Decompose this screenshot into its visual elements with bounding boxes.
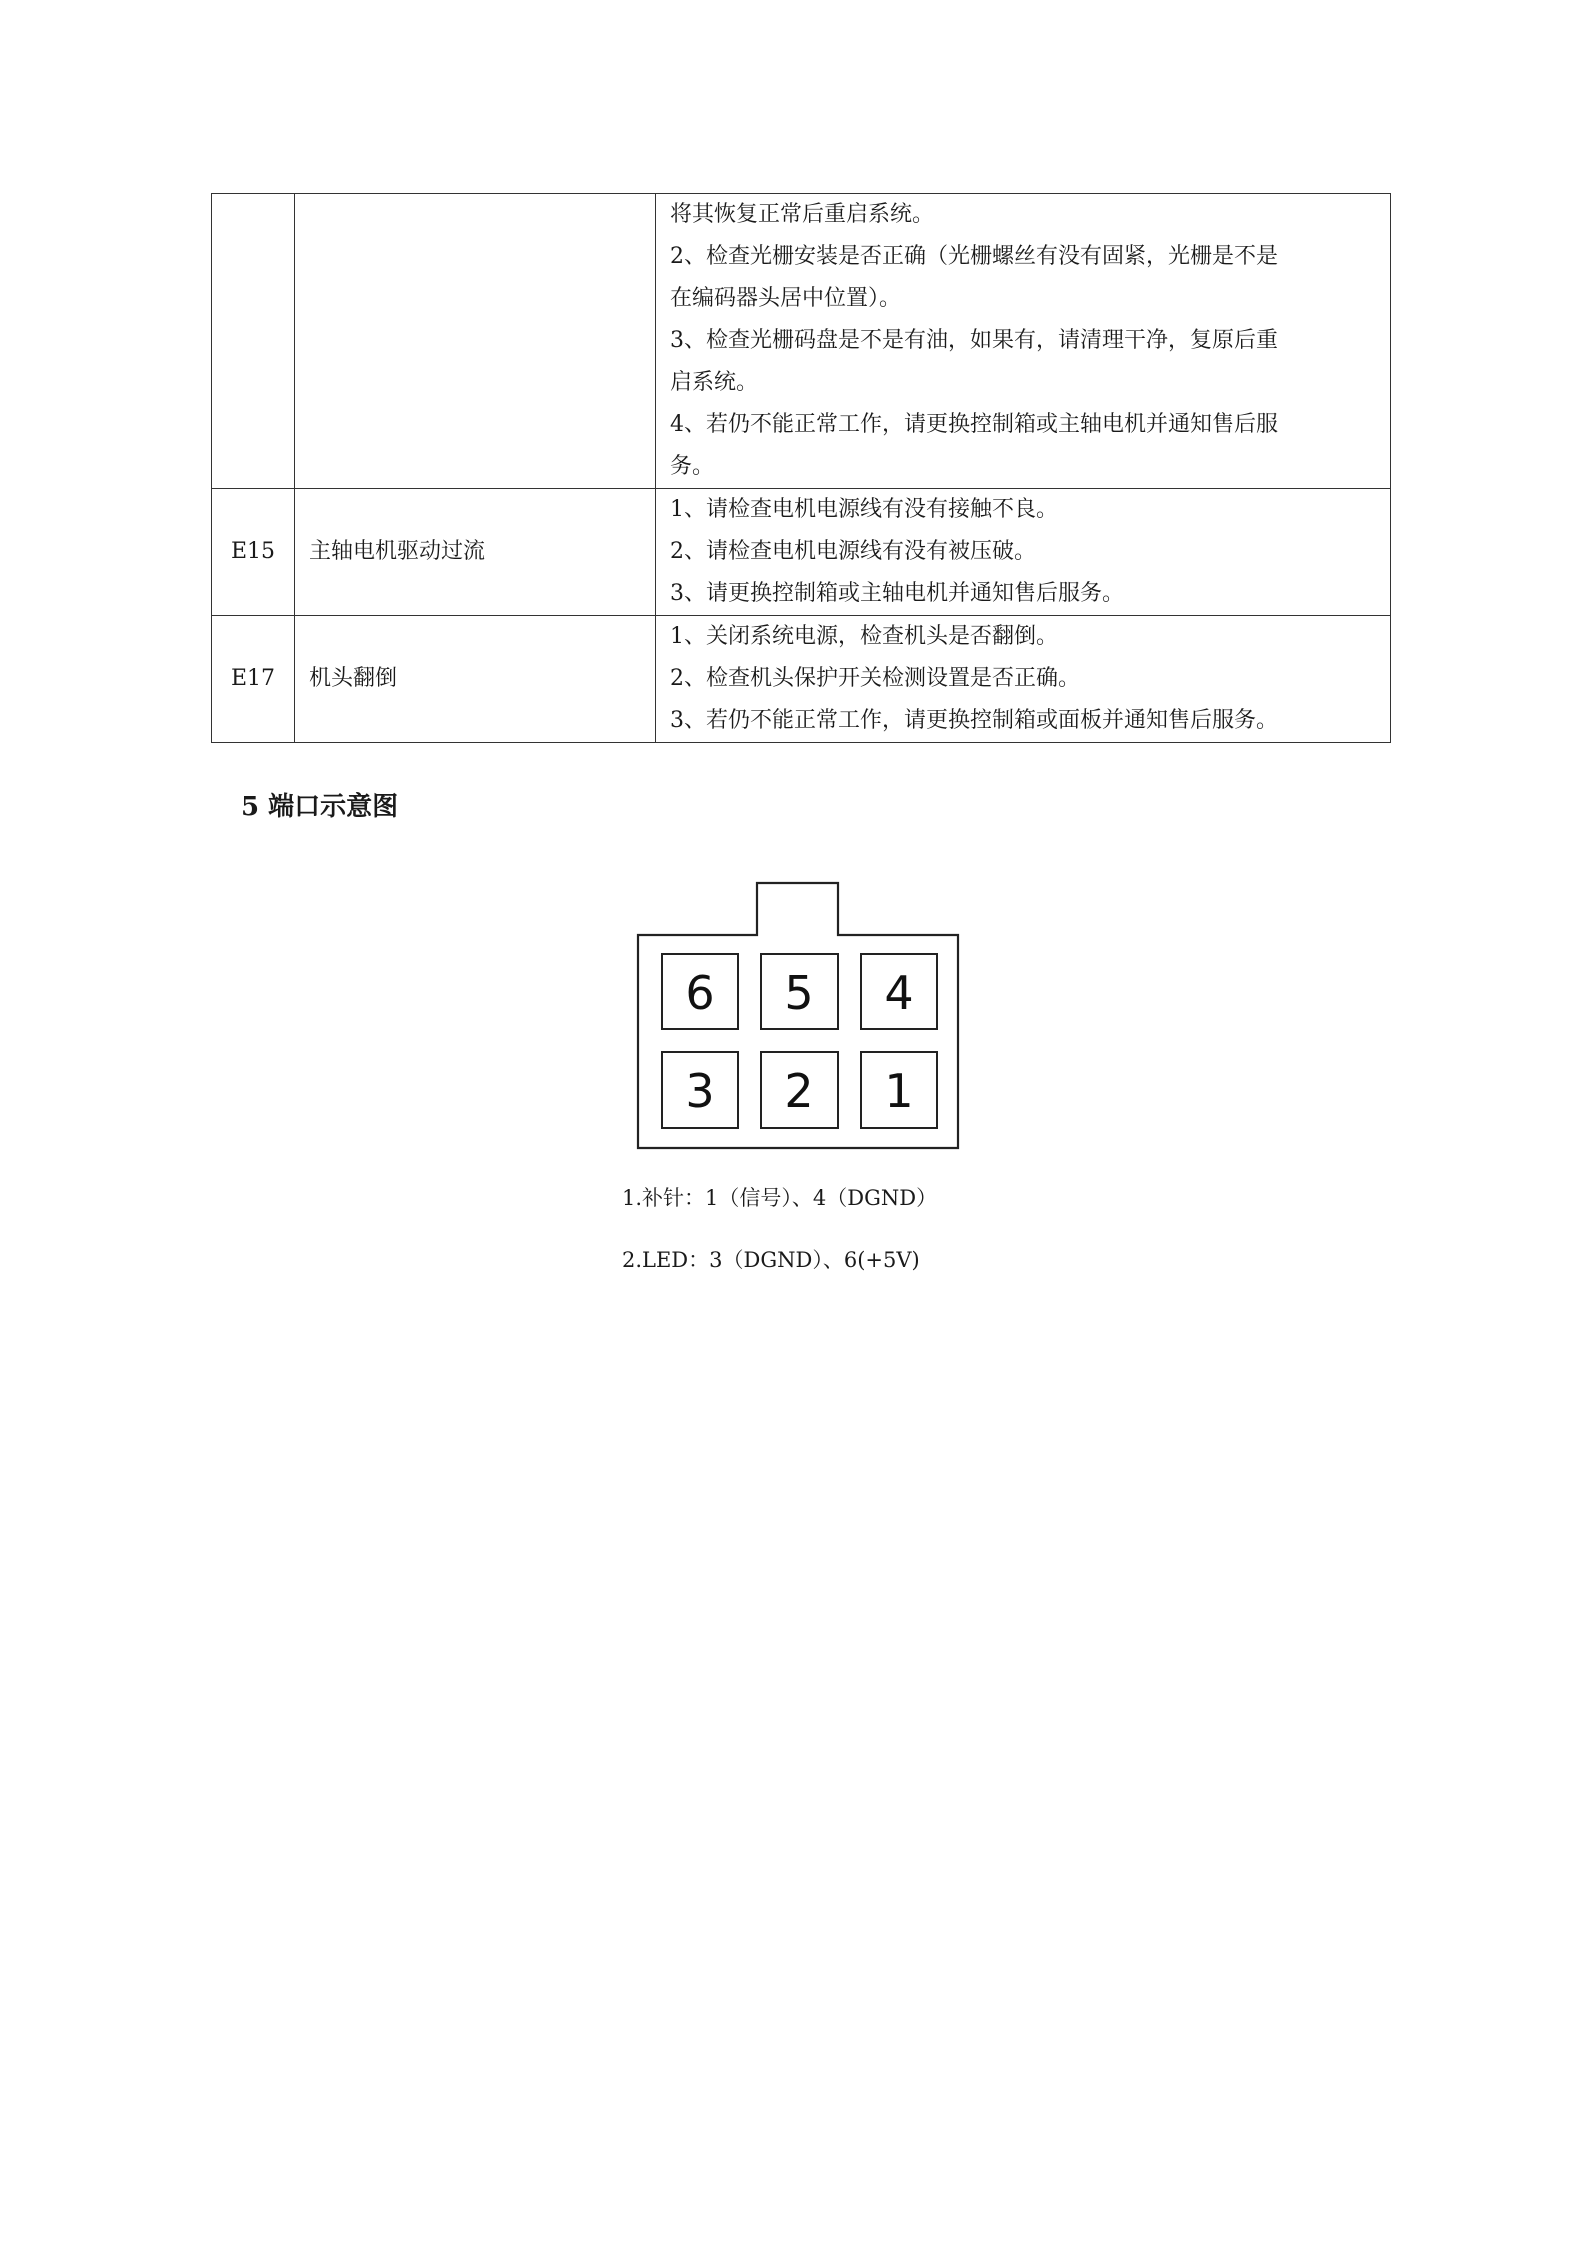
pin-note: 1.补针：1（信号）、4（DGND）	[622, 1186, 938, 1210]
pin-row-top	[662, 954, 937, 1029]
pin-row-bottom	[662, 1052, 937, 1128]
table-row	[212, 616, 1391, 743]
table-row	[212, 489, 1391, 616]
error-code-cell	[212, 194, 295, 489]
solution-line: 在编码器头居中位置）。	[670, 286, 902, 311]
pin-label: 2	[784, 1064, 814, 1118]
solution-cell	[656, 194, 1391, 489]
solution-line: 2、检查机头保护开关检测设置是否正确。	[670, 666, 1080, 691]
pin-note: 2.LED：3（DGND）、6(+5V)	[622, 1248, 920, 1272]
solution-cell	[656, 489, 1391, 616]
connector-diagram	[636, 880, 962, 1152]
solution-line: 1、关闭系统电源，检查机头是否翻倒。	[670, 624, 1058, 649]
error-description-cell: 主轴电机驱动过流	[295, 489, 656, 616]
pin-label: 6	[685, 966, 715, 1020]
solution-line: 启系统。	[670, 370, 759, 395]
solution-line: 2、检查光栅安装是否正确（光栅螺丝有没有固紧，光栅是不是	[670, 244, 1278, 269]
solution-line: 3、若仍不能正常工作，请更换控制箱或面板并通知售后服务。	[670, 708, 1278, 733]
solution-line: 将其恢复正常后重启系统。	[670, 202, 935, 227]
solution-line: 务。	[670, 454, 715, 479]
solution-line: 4、若仍不能正常工作，请更换控制箱或主轴电机并通知售后服	[670, 412, 1278, 437]
solution-line: 1、请检查电机电源线有没有接触不良。	[670, 497, 1058, 522]
error-code-cell: E17	[212, 616, 295, 743]
pin-label: 5	[784, 966, 814, 1020]
error-code-cell: E15	[212, 489, 295, 616]
pin-label: 3	[685, 1064, 715, 1118]
pin-label: 1	[884, 1064, 914, 1118]
solution-line: 3、检查光栅码盘是不是有油，如果有，请清理干净，复原后重	[670, 328, 1278, 353]
solution-line: 3、请更换控制箱或主轴电机并通知售后服务。	[670, 581, 1124, 606]
error-description-cell	[295, 194, 656, 489]
error-description-cell: 机头翻倒	[295, 616, 656, 743]
solution-cell	[656, 616, 1391, 743]
error-code-table	[211, 193, 1391, 743]
table-row	[212, 194, 1391, 489]
pin-label: 4	[884, 966, 914, 1020]
section-title: 5 端口示意图	[241, 792, 399, 822]
solution-line: 2、请检查电机电源线有没有被压破。	[670, 539, 1036, 564]
